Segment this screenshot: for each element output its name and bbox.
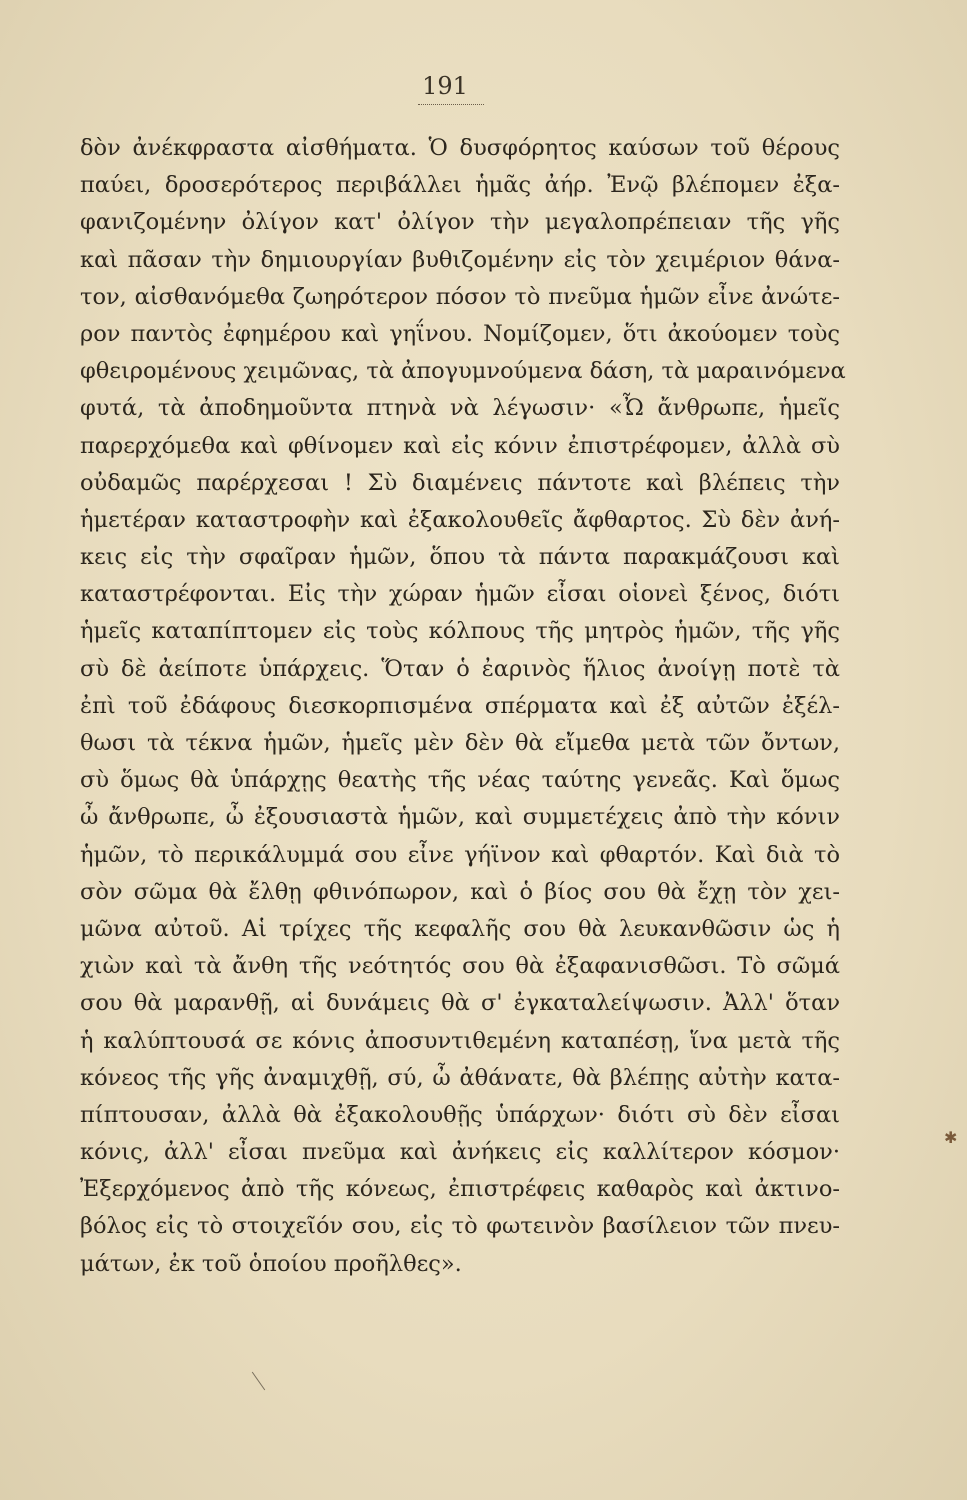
text-line: ἡμετέραν καταστροφὴν καὶ ἐξακολουθεῖς ἄφθαρτος. Σὺ δὲν ἀνή-	[80, 506, 840, 533]
body-text	[80, 130, 846, 1283]
text-line: Ἐξερχόμενος ἀπὸ τῆς κόνεως, ἐπιστρέφεις καθαρὸς καὶ ἀκτινο-	[80, 1176, 840, 1203]
text-line: μῶνα αὐτοῦ. Αἱ τρίχες τῆς κεφαλῆς σου θὰ λευκανθῶσιν ὡς ἡ	[80, 915, 840, 942]
text-line: πίπτουσαν, ἀλλὰ θὰ ἐξακολουθῇς ὑπάρχων· διότι σὺ δὲν εἶσαι	[80, 1101, 840, 1128]
text-line: βόλος εἰς τὸ στοιχεῖόν σου, εἰς τὸ φωτεινὸν βασίλειον τῶν πνευ-	[80, 1213, 840, 1240]
text-line: σὺ ὅμως θὰ ὑπάρχῃς θεατὴς τῆς νέας ταύτης γενεᾶς. Καὶ ὅμως	[80, 767, 840, 794]
text-line: παρερχόμεθα καὶ φθίνομεν καὶ εἰς κόνιν ἐπιστρέφομεν, ἀλλὰ σὺ	[80, 432, 840, 459]
margin-ink-mark: ✱	[944, 1128, 958, 1147]
text-line: ὦ ἄνθρωπε, ὦ ἐξουσιαστὰ ἡμῶν, καὶ συμμετέχεις ἀπὸ τὴν κόνιν	[80, 804, 840, 831]
text-line: φυτά, τὰ ἀποδημοῦντα πτηνὰ νὰ λέγωσιν· «Ὦ ἄνθρωπε, ἡμεῖς	[80, 395, 840, 422]
text-line: φθειρομένους χειμῶνας, τὰ ἀπογυμνούμενα δάση, τὰ μαραινόμενα	[80, 358, 846, 385]
text-line: ρον παντὸς ἐφημέρου καὶ γηΐνου. Νομίζομεν, ὅτι ἀκούομεν τοὺς	[80, 320, 840, 347]
text-line: σὺ δὲ ἀείποτε ὑπάρχεις. Ὅταν ὁ ἐαρινὸς ἥλιος ἀνοίγῃ ποτὲ τὰ	[80, 655, 840, 682]
text-line: οὐδαμῶς παρέρχεσαι ! Σὺ διαμένεις πάντοτε καὶ βλέπεις τὴν	[80, 469, 840, 496]
text-line: τον, αἰσθανόμεθα ζωηρότερον πόσον τὸ πνεῦμα ἡμῶν εἶνε ἀνώτε-	[80, 283, 840, 310]
text-line: ἡ καλύπτουσά σε κόνις ἀποσυντιθεμένη καταπέσῃ, ἵνα μετὰ τῆς	[80, 1027, 840, 1054]
text-line: μάτων, ἐκ τοῦ ὁποίου προῆλθες».	[80, 1250, 462, 1277]
text-line: σὸν σῶμα θὰ ἔλθῃ φθινόπωρον, καὶ ὁ βίος σου θὰ ἔχῃ τὸν χει-	[80, 878, 840, 905]
text-line: κόνεος τῆς γῆς ἀναμιχθῇ, σύ, ὦ ἀθάνατε, θὰ βλέπῃς αὐτὴν κατα-	[80, 1064, 840, 1091]
text-line: κόνις, ἀλλ' εἶσαι πνεῦμα καὶ ἀνήκεις εἰς καλλίτερον κόσμον·	[80, 1139, 840, 1166]
text-line: φανιζομένην ὀλίγον κατ' ὀλίγον τὴν μεγαλοπρέπειαν τῆς γῆς	[80, 209, 840, 236]
text-line: καταστρέφονται. Εἰς τὴν χώραν ἡμῶν εἶσαι οἱονεὶ ξένος, διότι	[80, 581, 840, 608]
text-line: ἡμῶν, τὸ περικάλυμμά σου εἶνε γήϊνον καὶ φθαρτόν. Καὶ διὰ τὸ	[80, 841, 840, 868]
text-line: παύει, δροσερότερος περιβάλλει ἡμᾶς ἀήρ. Ἐνῷ βλέπομεν ἐξα-	[80, 172, 840, 199]
page-number: 191	[422, 72, 468, 100]
stray-pen-mark	[252, 1372, 265, 1391]
text-line: κεις εἰς τὴν σφαῖραν ἡμῶν, ὅπου τὰ πάντα παρακμάζουσι καὶ	[80, 544, 840, 571]
text-line: ἐπὶ τοῦ ἐδάφους διεσκορπισμένα σπέρματα καὶ ἐξ αὐτῶν ἐξέλ-	[80, 692, 840, 719]
text-line: σου θὰ μαρανθῇ, αἱ δυνάμεις θὰ σ' ἐγκαταλείψωσιν. Ἀλλ' ὅταν	[80, 990, 840, 1017]
text-line: δὸν ἀνέκφραστα αἰσθήματα. Ὁ δυσφόρητος καύσων τοῦ θέρους	[80, 135, 840, 161]
text-line: ἡμεῖς καταπίπτομεν εἰς τοὺς κόλπους τῆς μητρὸς ἡμῶν, τῆς γῆς	[80, 618, 840, 645]
page-number-rule	[418, 104, 484, 105]
text-line: θωσι τὰ τέκνα ἡμῶν, ἡμεῖς μὲν δὲν θὰ εἴμεθα μετὰ τῶν ὄντων,	[80, 730, 840, 756]
text-line: καὶ πᾶσαν τὴν δημιουργίαν βυθιζομένην εἰς τὸν χειμέριον θάνα-	[80, 246, 840, 273]
text-line: χιὼν καὶ τὰ ἄνθη τῆς νεότητός σου θὰ ἐξαφανισθῶσι. Τὸ σῶμά	[80, 953, 840, 980]
